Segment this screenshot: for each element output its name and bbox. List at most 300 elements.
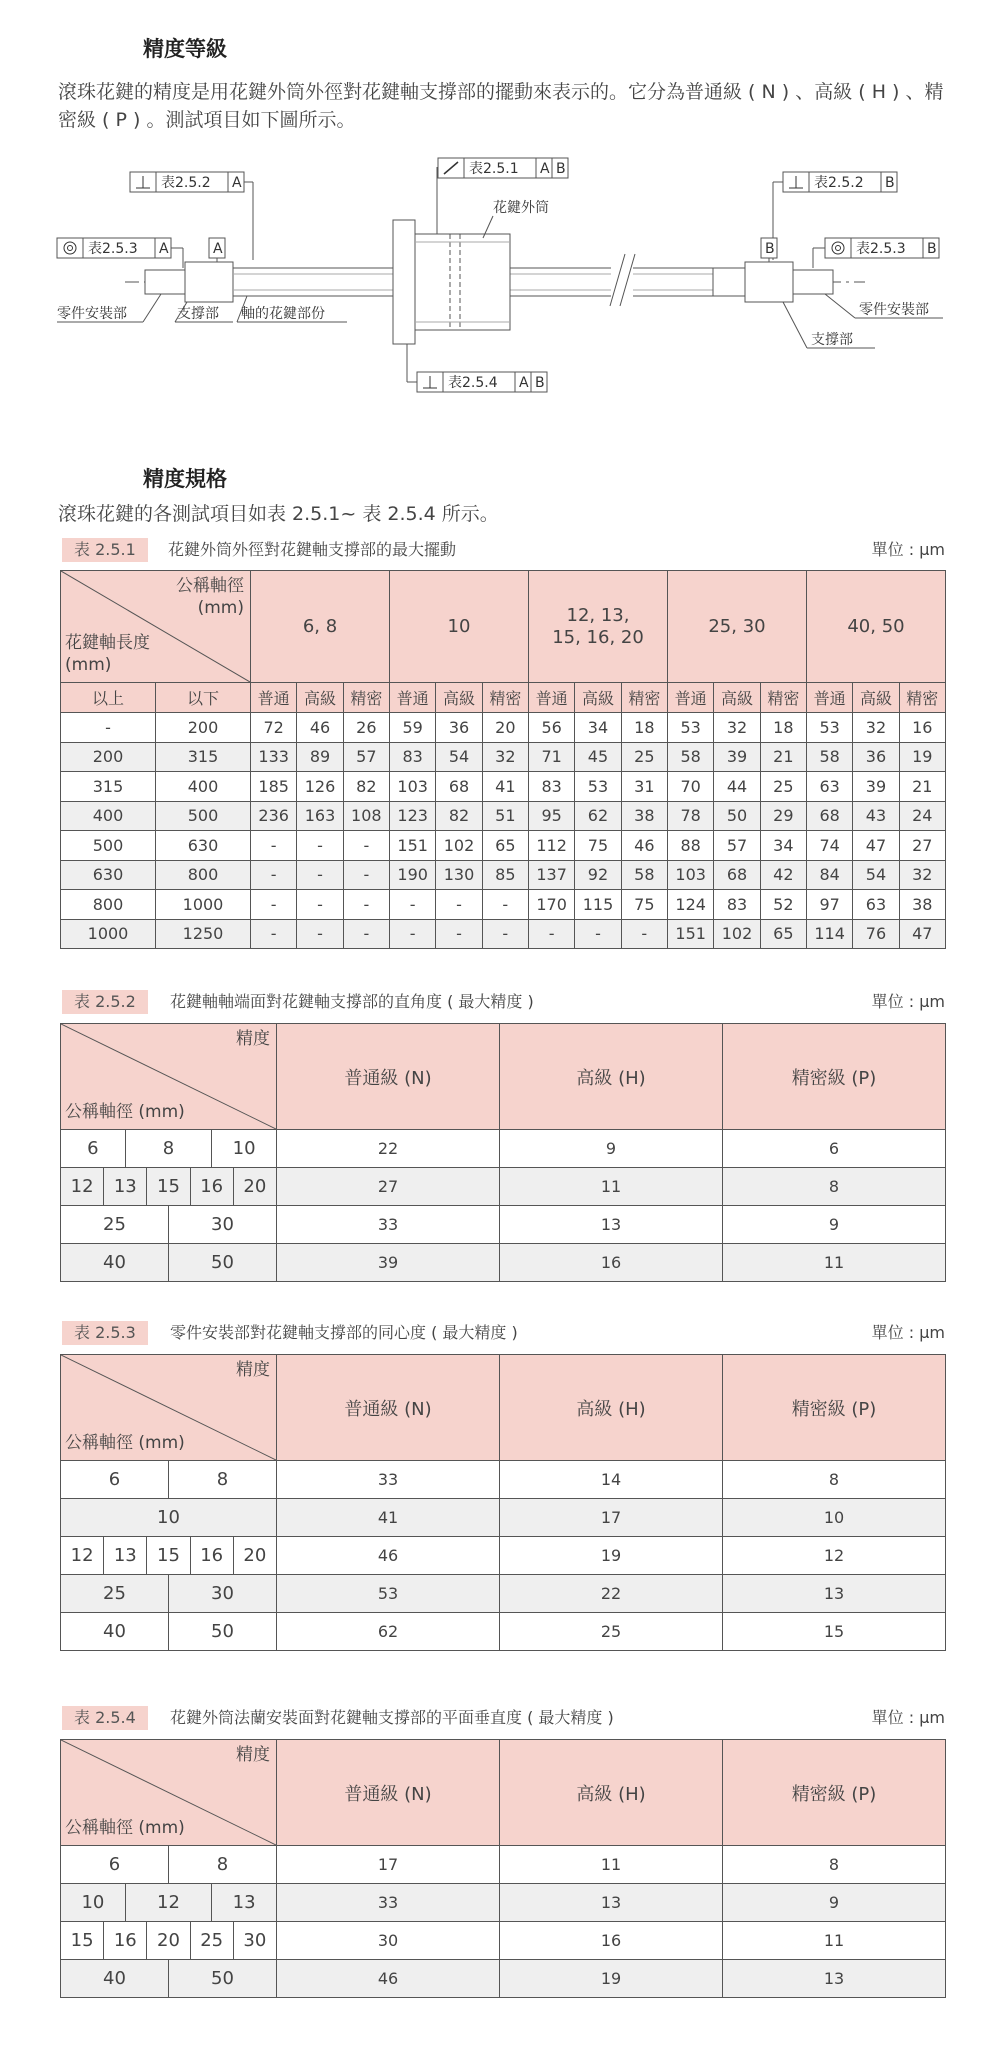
svg-text:表2.5.3: 表2.5.3 (88, 241, 138, 257)
table1-value-cell: 76 (853, 919, 899, 949)
table1 (60, 570, 946, 949)
table1-grade-precision: 精密 (343, 683, 389, 713)
test-items-diagram (55, 150, 945, 400)
table1-value-cell: 88 (668, 831, 714, 861)
table1-value-cell: 62 (575, 801, 621, 831)
table1-value-cell: 39 (853, 772, 899, 802)
table1-value-cell: 63 (853, 890, 899, 920)
table1-length-cell: - (61, 713, 156, 743)
table2-size-cell: 13 (104, 1168, 147, 1206)
table1-length-cell: 1000 (156, 890, 251, 920)
table1-length-cell: 630 (156, 831, 251, 861)
table2-grade-header: 普通級 (N) (277, 1024, 500, 1130)
table1-grade-normal: 普通 (806, 683, 852, 713)
table1-value-cell: 163 (297, 801, 343, 831)
table1-caption (60, 538, 945, 564)
table1-value-cell: - (251, 890, 297, 920)
table1-grade-precision: 精密 (482, 683, 528, 713)
table1-row (61, 860, 946, 890)
table1-value-cell: 34 (760, 831, 806, 861)
table3-size-cell: 10 (61, 1499, 277, 1537)
table2-value-cell: 11 (500, 1168, 723, 1206)
table4-row (61, 1960, 946, 1998)
table1-row (61, 713, 946, 743)
table1-value-cell: - (251, 919, 297, 949)
table2-value-cell: 8 (723, 1168, 946, 1206)
table1-value-cell: 74 (806, 831, 852, 861)
table1-value-cell: 83 (714, 890, 760, 920)
table1-value-cell: 27 (899, 831, 945, 861)
table4-value-cell: 30 (277, 1922, 500, 1960)
table1-length-cell: 1000 (61, 919, 156, 949)
table1-value-cell: - (575, 919, 621, 949)
svg-text:A: A (519, 375, 529, 391)
table1-grade-high: 高級 (575, 683, 621, 713)
table1-value-cell: 53 (575, 772, 621, 802)
table4-title: 花鍵外筒法蘭安裝面對花鍵軸支撐部的平面垂直度 ( 最大精度 ) (170, 1708, 614, 1727)
table1-value-cell: 71 (528, 742, 574, 772)
table1-grade-normal: 普通 (528, 683, 574, 713)
table2-caption (60, 990, 945, 1016)
flange (393, 220, 415, 344)
table1-value-cell: 21 (899, 772, 945, 802)
table2-corner-bottom: 公稱軸徑 (mm) (65, 1102, 185, 1122)
table2-value-cell: 27 (277, 1168, 500, 1206)
section-intro-grade: 滾珠花鍵的精度是用花鍵外筒外徑對花鍵軸支撐部的擺動來表示的。它分為普通級 ( N ) 、高級 ( H ) 、精密級 ( P ) 。測試項目如下圖所示。 (58, 81, 944, 131)
table4-value-cell: 19 (500, 1960, 723, 1998)
table3-value-cell: 15 (723, 1613, 946, 1651)
table3-unit: 單位 : μm (871, 1323, 945, 1342)
table2-number: 表 2.5.2 (62, 990, 148, 1014)
table1-length-cell: 200 (156, 713, 251, 743)
table1-value-cell: 89 (297, 742, 343, 772)
table1-grade-high: 高級 (853, 683, 899, 713)
table2-size-cell: 8 (125, 1130, 211, 1168)
table2-value-cell: 16 (500, 1244, 723, 1282)
table2-size-cell: 6 (61, 1130, 126, 1168)
table3-size-cell: 16 (190, 1537, 233, 1575)
table2-value-cell: 6 (723, 1130, 946, 1168)
table1-len-to: 以下 (156, 683, 251, 713)
table1-value-cell: 63 (806, 772, 852, 802)
section-intro-spec: 滾珠花鍵的各測試項目如表 2.5.1~ 表 2.5.4 所示。 (58, 503, 499, 525)
table1-value-cell: 32 (853, 713, 899, 743)
table1-value-cell: 59 (390, 713, 436, 743)
table2 (60, 1023, 946, 1282)
table2-size-cell: 40 (61, 1244, 169, 1282)
table1-grade-normal: 普通 (251, 683, 297, 713)
callout-table-2-5-3-right (813, 238, 939, 268)
table1-length-cell: 1250 (156, 919, 251, 949)
table1-value-cell: 68 (806, 801, 852, 831)
table2-value-cell: 9 (500, 1130, 723, 1168)
table1-value-cell: 85 (482, 860, 528, 890)
table2-size-cell: 10 (212, 1130, 277, 1168)
table1-grade-precision: 精密 (899, 683, 945, 713)
table4-size-cell: 16 (104, 1922, 147, 1960)
table2-size-cell: 12 (61, 1168, 104, 1206)
table1-value-cell: - (343, 890, 389, 920)
table2-corner (61, 1024, 277, 1130)
table1-value-cell: 70 (668, 772, 714, 802)
table1-corner-top: 公稱軸徑 (mm) (176, 576, 244, 618)
table4-value-cell: 11 (500, 1846, 723, 1884)
table2-value-cell: 33 (277, 1206, 500, 1244)
table1-length-cell: 400 (61, 801, 156, 831)
table1-value-cell: 84 (806, 860, 852, 890)
svg-text:B: B (885, 175, 895, 191)
table3-value-cell: 25 (500, 1613, 723, 1651)
table1-length-cell: 500 (61, 831, 156, 861)
table1-value-cell: 58 (621, 860, 667, 890)
table3-row (61, 1461, 946, 1499)
table1-value-cell: 115 (575, 890, 621, 920)
table1-value-cell: 50 (714, 801, 760, 831)
table1-body (61, 713, 946, 949)
label-mount-right: 零件安裝部 (859, 302, 929, 318)
table1-value-cell: 25 (621, 742, 667, 772)
table1-value-cell: 58 (668, 742, 714, 772)
table1-corner-bottom: 花鍵軸長度 (mm) (65, 633, 150, 675)
callout-table-2-5-4 (407, 344, 547, 392)
table2-grade-header: 精密級 (P) (723, 1024, 946, 1130)
table2-size-cell: 50 (168, 1244, 276, 1282)
table3-size-cell: 30 (168, 1575, 276, 1613)
table4-grade-header: 精密級 (P) (723, 1740, 946, 1846)
table1-grade-normal: 普通 (390, 683, 436, 713)
table3-value-cell: 14 (500, 1461, 723, 1499)
table4-corner-bottom: 公稱軸徑 (mm) (65, 1818, 185, 1838)
table2-size-cell: 30 (168, 1206, 276, 1244)
label-support-left: 支撐部 (177, 306, 219, 322)
table1-value-cell: 82 (436, 801, 482, 831)
table1-row (61, 919, 946, 949)
callout-table-2-5-3-left (57, 238, 183, 268)
table1-grade-high: 高級 (297, 683, 343, 713)
table1-value-cell: 46 (297, 713, 343, 743)
table1-value-cell: - (251, 831, 297, 861)
table1-value-cell: 82 (343, 772, 389, 802)
table1-size-group: 10 (390, 571, 529, 683)
table1-value-cell: 46 (621, 831, 667, 861)
svg-text:A: A (232, 175, 242, 191)
table1-value-cell: 78 (668, 801, 714, 831)
table1-value-cell: 53 (668, 713, 714, 743)
table4-unit: 單位 : μm (871, 1708, 945, 1727)
table4-caption (60, 1706, 945, 1732)
svg-text:A: A (159, 241, 169, 257)
table1-value-cell: 36 (436, 713, 482, 743)
table2-value-cell: 39 (277, 1244, 500, 1282)
table1-value-cell: 137 (528, 860, 574, 890)
svg-text:B: B (535, 375, 545, 391)
table3-size-cell: 12 (61, 1537, 104, 1575)
table1-value-cell: 18 (621, 713, 667, 743)
table1-value-cell: 26 (343, 713, 389, 743)
table1-value-cell: 123 (390, 801, 436, 831)
table1-value-cell: 57 (714, 831, 760, 861)
table2-title: 花鍵軸軸端面對花鍵軸支撐部的直角度 ( 最大精度 ) (170, 992, 534, 1011)
table4-corner-top: 精度 (236, 1745, 270, 1765)
table1-value-cell: - (482, 890, 528, 920)
table4-value-cell: 9 (723, 1884, 946, 1922)
table1-row (61, 772, 946, 802)
table1-value-cell: 124 (668, 890, 714, 920)
table3-grade-header: 普通級 (N) (277, 1355, 500, 1461)
table1-length-cell: 500 (156, 801, 251, 831)
table1-value-cell: 72 (251, 713, 297, 743)
table1-len-from: 以上 (61, 683, 156, 713)
table1-value-cell: 75 (621, 890, 667, 920)
table1-value-cell: 56 (528, 713, 574, 743)
table2-size-cell: 16 (190, 1168, 233, 1206)
table1-length-cell: 800 (61, 890, 156, 920)
table4-grade-header: 普通級 (N) (277, 1740, 500, 1846)
table3 (60, 1354, 946, 1651)
table1-value-cell: 133 (251, 742, 297, 772)
table1-value-cell: 130 (436, 860, 482, 890)
table4-row (61, 1922, 946, 1960)
table3-title: 零件安裝部對花鍵軸支撐部的同心度 ( 最大精度 ) (170, 1323, 518, 1342)
table4-grade-header: 高級 (H) (500, 1740, 723, 1846)
svg-text:表2.5.2: 表2.5.2 (161, 175, 211, 191)
table3-row (61, 1499, 946, 1537)
table4-size-cell: 12 (125, 1884, 211, 1922)
table3-value-cell: 46 (277, 1537, 500, 1575)
table1-size-group: 25, 30 (668, 571, 807, 683)
table1-value-cell: 236 (251, 801, 297, 831)
table3-size-cell: 13 (104, 1537, 147, 1575)
table1-value-cell: 39 (714, 742, 760, 772)
table2-row (61, 1130, 946, 1168)
table3-size-cell: 50 (168, 1613, 276, 1651)
table3-size-cell: 25 (61, 1575, 169, 1613)
table1-value-cell: 19 (899, 742, 945, 772)
table1-number: 表 2.5.1 (62, 538, 148, 562)
table1-grade-normal: 普通 (668, 683, 714, 713)
table2-value-cell: 9 (723, 1206, 946, 1244)
table1-value-cell: 65 (760, 919, 806, 949)
table1-value-cell: 114 (806, 919, 852, 949)
table3-caption (60, 1321, 945, 1347)
table3-value-cell: 33 (277, 1461, 500, 1499)
table2-size-cell: 15 (147, 1168, 190, 1206)
label-outer-cylinder: 花鍵外筒 (493, 200, 549, 216)
table1-value-cell: - (343, 919, 389, 949)
left-mount-part (145, 270, 185, 294)
table4-value-cell: 8 (723, 1846, 946, 1884)
table1-value-cell: 54 (436, 742, 482, 772)
table4 (60, 1739, 946, 1998)
table1-value-cell: 51 (482, 801, 528, 831)
table4-header-row (61, 1740, 946, 1846)
table1-corner (61, 571, 251, 683)
table4-size-cell: 6 (61, 1846, 169, 1884)
table1-value-cell: 42 (760, 860, 806, 890)
table1-value-cell: - (343, 860, 389, 890)
table4-size-cell: 10 (61, 1884, 126, 1922)
table1-title: 花鍵外筒外徑對花鍵軸支撐部的最大擺動 (168, 540, 457, 559)
table2-grade-header: 高級 (H) (500, 1024, 723, 1130)
table2-size-cell: 25 (61, 1206, 169, 1244)
table1-value-cell: - (482, 919, 528, 949)
table2-corner-top: 精度 (236, 1029, 270, 1049)
table3-size-cell: 20 (233, 1537, 276, 1575)
table1-value-cell: 24 (899, 801, 945, 831)
table1-value-cell: 31 (621, 772, 667, 802)
table1-value-cell: 44 (714, 772, 760, 802)
table4-value-cell: 46 (277, 1960, 500, 1998)
svg-text:B: B (556, 161, 566, 177)
table1-value-cell: 68 (714, 860, 760, 890)
right-mount-part (793, 270, 833, 294)
table3-value-cell: 53 (277, 1575, 500, 1613)
left-support-part (185, 262, 233, 302)
svg-text:表2.5.3: 表2.5.3 (856, 241, 906, 257)
table3-corner-top: 精度 (236, 1360, 270, 1380)
table1-value-cell: 170 (528, 890, 574, 920)
table4-row (61, 1884, 946, 1922)
table1-value-cell: - (436, 919, 482, 949)
table2-header-row (61, 1024, 946, 1130)
table1-grade-high: 高級 (714, 683, 760, 713)
table1-value-cell: 57 (343, 742, 389, 772)
table1-value-cell: 75 (575, 831, 621, 861)
table1-value-cell: 52 (760, 890, 806, 920)
table1-value-cell: 16 (899, 713, 945, 743)
table4-size-cell: 13 (212, 1884, 277, 1922)
table1-row (61, 831, 946, 861)
svg-text:表2.5.4: 表2.5.4 (448, 375, 498, 391)
svg-text:A: A (540, 161, 550, 177)
table1-row (61, 742, 946, 772)
table4-row (61, 1846, 946, 1884)
table3-corner (61, 1355, 277, 1461)
table1-value-cell: 21 (760, 742, 806, 772)
label-mount-left: 零件安裝部 (57, 306, 127, 322)
table1-value-cell: 34 (575, 713, 621, 743)
table4-value-cell: 11 (723, 1922, 946, 1960)
table1-unit: 單位 : μm (871, 540, 945, 559)
table4-number: 表 2.5.4 (62, 1706, 148, 1730)
table1-value-cell: 65 (482, 831, 528, 861)
table3-row (61, 1537, 946, 1575)
table1-value-cell: 20 (482, 713, 528, 743)
table4-value-cell: 33 (277, 1884, 500, 1922)
label-shaft-spline: 軸的花鍵部份 (241, 306, 325, 322)
table4-value-cell: 13 (723, 1960, 946, 1998)
table1-value-cell: 38 (899, 890, 945, 920)
table1-value-cell: - (297, 860, 343, 890)
table1-size-group: 6, 8 (251, 571, 390, 683)
table1-size-group: 40, 50 (806, 571, 945, 683)
table1-value-cell: 92 (575, 860, 621, 890)
table1-row (61, 801, 946, 831)
table3-size-cell: 6 (61, 1461, 169, 1499)
table1-value-cell: 32 (899, 860, 945, 890)
table1-value-cell: 29 (760, 801, 806, 831)
label-support-right: 支撐部 (811, 332, 853, 348)
section-heading-spec: 精度規格 (143, 467, 227, 491)
table1-value-cell: - (390, 919, 436, 949)
table1-value-cell: - (297, 831, 343, 861)
table1-value-cell: 38 (621, 801, 667, 831)
table3-value-cell: 41 (277, 1499, 500, 1537)
table3-value-cell: 17 (500, 1499, 723, 1537)
table2-value-cell: 22 (277, 1130, 500, 1168)
table4-size-cell: 40 (61, 1960, 169, 1998)
table1-value-cell: 190 (390, 860, 436, 890)
table3-value-cell: 19 (500, 1537, 723, 1575)
table1-value-cell: 45 (575, 742, 621, 772)
datum-a: A (213, 241, 223, 257)
svg-text:B: B (927, 241, 937, 257)
table1-value-cell: - (251, 860, 297, 890)
table1-value-cell: - (390, 890, 436, 920)
svg-text:表2.5.2: 表2.5.2 (814, 175, 864, 191)
callout-table-2-5-1 (437, 158, 568, 234)
table1-value-cell: - (436, 890, 482, 920)
right-support-part (745, 262, 793, 302)
table1-value-cell: 47 (899, 919, 945, 949)
table3-value-cell: 22 (500, 1575, 723, 1613)
table1-value-cell: 103 (668, 860, 714, 890)
table1-grade-high: 高級 (436, 683, 482, 713)
table3-value-cell: 8 (723, 1461, 946, 1499)
table4-size-cell: 15 (61, 1922, 104, 1960)
callout-top-center-text: 表2.5.1 (469, 161, 519, 177)
table1-value-cell: 32 (714, 713, 760, 743)
table1-value-cell: 36 (853, 742, 899, 772)
table1-value-cell: 185 (251, 772, 297, 802)
table4-value-cell: 16 (500, 1922, 723, 1960)
table1-value-cell: 68 (436, 772, 482, 802)
table1-grade-precision: 精密 (621, 683, 667, 713)
table1-value-cell: 83 (528, 772, 574, 802)
table1-row (61, 890, 946, 920)
section-heading-grade: 精度等級 (143, 37, 227, 61)
table2-value-cell: 13 (500, 1206, 723, 1244)
table4-size-cell: 30 (233, 1922, 276, 1960)
table4-value-cell: 13 (500, 1884, 723, 1922)
table1-value-cell: 126 (297, 772, 343, 802)
table3-grade-header: 高級 (H) (500, 1355, 723, 1461)
table1-value-cell: 58 (806, 742, 852, 772)
spline-outer-cylinder (415, 234, 510, 330)
table1-value-cell: 102 (436, 831, 482, 861)
table1-value-cell: 83 (390, 742, 436, 772)
table1-value-cell: 47 (853, 831, 899, 861)
table3-size-cell: 40 (61, 1613, 169, 1651)
table1-value-cell: 151 (668, 919, 714, 949)
table1-length-cell: 315 (61, 772, 156, 802)
table2-row (61, 1244, 946, 1282)
table1-length-cell: 315 (156, 742, 251, 772)
table3-number: 表 2.5.3 (62, 1321, 148, 1345)
table2-value-cell: 11 (723, 1244, 946, 1282)
table1-value-cell: 53 (806, 713, 852, 743)
table1-value-cell: 112 (528, 831, 574, 861)
table1-value-cell: 32 (482, 742, 528, 772)
table1-length-cell: 200 (61, 742, 156, 772)
table1-value-cell: 18 (760, 713, 806, 743)
table3-header-row (61, 1355, 946, 1461)
table1-value-cell: - (343, 831, 389, 861)
table1-grade-precision: 精密 (760, 683, 806, 713)
table4-size-cell: 8 (168, 1846, 276, 1884)
table4-value-cell: 17 (277, 1846, 500, 1884)
table1-size-group: 12, 13, 15, 16, 20 (528, 571, 667, 683)
